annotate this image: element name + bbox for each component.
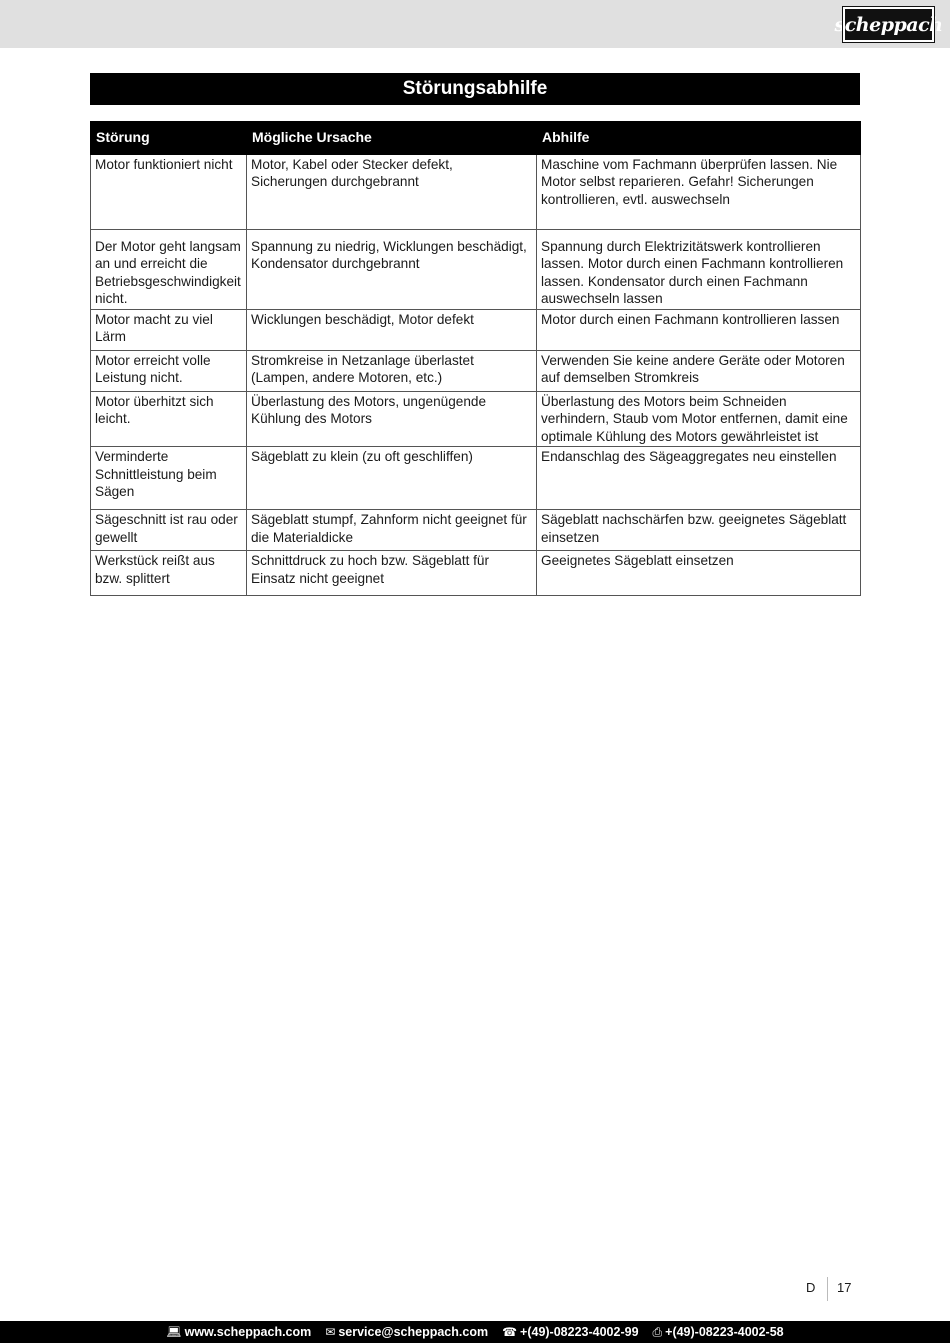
table-row: [91, 391, 861, 447]
cause-cell: Wicklungen beschädigt, Motor defekt: [247, 309, 537, 350]
fault-cell: Motor funktioniert nicht: [91, 154, 247, 229]
cause-cell: Sägeblatt stumpf, Zahnform nicht geeignet für die Materialdicke: [247, 510, 537, 551]
column-header-remedy: Abhilfe: [537, 122, 861, 155]
phone-text: +(49)-08223-4002-99: [520, 1325, 639, 1339]
table-row: [91, 350, 861, 391]
website-contact: [166, 1325, 311, 1339]
contact-bar: [0, 1321, 950, 1343]
page-number: 17: [837, 1280, 852, 1295]
troubleshooting-table: [90, 121, 861, 596]
table-header-row: [91, 122, 861, 155]
fault-cell: Motor macht zu viel Lärm: [91, 309, 247, 350]
mail-icon: ✉︎: [325, 1325, 336, 1339]
cause-cell: Schnittdruck zu hoch bzw. Sägeblatt für Einsatz nicht geeignet: [247, 551, 537, 596]
email-text: service@scheppach.com: [338, 1325, 489, 1339]
remedy-cell: Endanschlag des Sägeaggregates neu einstellen: [537, 447, 861, 510]
fault-cell: Verminderte Schnittleistung beim Sägen: [91, 447, 247, 510]
table-row: [91, 510, 861, 551]
table-row: [91, 154, 861, 229]
website-text: www.scheppach.com: [184, 1325, 312, 1339]
fault-cell: Sägeschnitt ist rau oder gewellt: [91, 510, 247, 551]
column-header-cause: Mögliche Ursache: [247, 122, 537, 155]
phone-contact: [502, 1325, 638, 1339]
page-title: Störungsabhilfe: [90, 73, 860, 105]
cause-cell: Sägeblatt zu klein (zu oft geschliffen): [247, 447, 537, 510]
scheppach-logo: scheppach: [843, 7, 934, 42]
fault-cell: Motor erreicht volle Leistung nicht.: [91, 350, 247, 391]
table-row: [91, 229, 861, 309]
fault-cell: Der Motor geht langsam an und erreicht die Betriebsgeschwindigkeit nicht.: [91, 229, 247, 309]
remedy-cell: Motor durch einen Fachmann kontrollieren lassen: [537, 309, 861, 350]
footer-divider: [827, 1277, 828, 1301]
table-row: [91, 551, 861, 596]
remedy-cell: Überlastung des Motors beim Schneiden verhindern, Staub vom Motor entfernen, damit eine optimale Kühlung des Motors gewährleistet ist: [537, 391, 861, 447]
fax-icon: ⎙: [652, 1324, 663, 1339]
fax-contact: [653, 1325, 784, 1340]
cause-cell: Stromkreise in Netzanlage überlastet (Lampen, andere Motoren, etc.): [247, 350, 537, 391]
column-header-fault: Störung: [91, 122, 247, 155]
remedy-cell: Spannung durch Elektrizitätswerk kontrollieren lassen. Motor durch einen Fachmann kontrollieren lassen. Kondensator durch einen Fachmann auswechseln lassen: [537, 229, 861, 309]
email-contact: [325, 1325, 488, 1339]
fax-text: +(49)-08223-4002-58: [665, 1325, 784, 1339]
fault-cell: Werkstück reißt aus bzw. splittert: [91, 551, 247, 596]
table-row: [91, 309, 861, 350]
header-band: [0, 0, 950, 48]
remedy-cell: Maschine vom Fachmann überprüfen lassen. Nie Motor selbst reparieren. Gefahr! Sicherungen kontrollieren, evtl. auswechseln: [537, 154, 861, 229]
cause-cell: Spannung zu niedrig, Wicklungen beschädigt, Kondensator durchgebrannt: [247, 229, 537, 309]
cause-cell: Motor, Kabel oder Stecker defekt, Sicherungen durchgebrannt: [247, 154, 537, 229]
phone-icon: ☎︎: [502, 1325, 518, 1339]
table-row: [91, 447, 861, 510]
cause-cell: Überlastung des Motors, ungenügende Kühlung des Motors: [247, 391, 537, 447]
remedy-cell: Verwenden Sie keine andere Geräte oder Motoren auf demselben Stromkreis: [537, 350, 861, 391]
language-code: D: [806, 1280, 816, 1295]
remedy-cell: Geeignetes Sägeblatt einsetzen: [537, 551, 861, 596]
fault-cell: Motor überhitzt sich leicht.: [91, 391, 247, 447]
remedy-cell: Sägeblatt nachschärfen bzw. geeignetes Sägeblatt einsetzen: [537, 510, 861, 551]
computer-icon: 💻︎: [166, 1325, 182, 1339]
